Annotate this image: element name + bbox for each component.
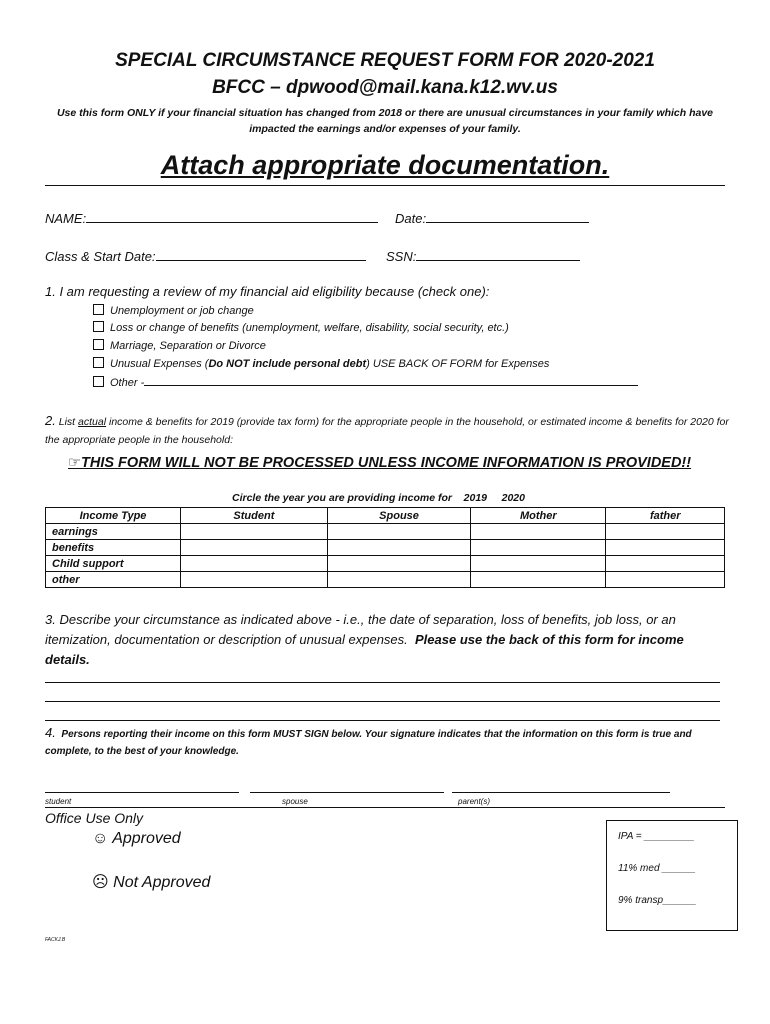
date-field[interactable] [395, 208, 589, 226]
class-start-date-label: Class & Start Date: [45, 249, 156, 264]
circle-year-label: Circle the year you are providing income for [232, 492, 452, 504]
table-header-row [46, 508, 725, 524]
row-label: benefits [46, 540, 181, 556]
section1-prompt: 1. I am requesting a review of my financial aid eligibility because (check one): [45, 284, 490, 299]
ssn-label: SSN: [386, 249, 417, 264]
office-calc-box [606, 820, 738, 931]
option-label: Marriage, Separation or Divorce [110, 340, 266, 352]
other-line[interactable] [144, 375, 638, 386]
form-title: SPECIAL CIRCUMSTANCE REQUEST FORM FOR 2020-2021 [115, 50, 655, 71]
option-unusual-expenses[interactable] [93, 357, 549, 370]
date-label: Date: [395, 211, 427, 226]
column-header: Spouse [327, 508, 470, 524]
transp-field[interactable]: 9% transp______ [618, 895, 697, 906]
section4-body: Persons reporting their income on this form MUST SIGN below. Your signature indicates that the information on this form is true and complete, to the best of your knowledge. [45, 729, 692, 757]
option-unemployment[interactable] [93, 304, 254, 317]
contact-line: BFCC – dpwood@mail.kana.k12.wv.us [212, 77, 558, 98]
not-approved-option[interactable] [92, 872, 210, 892]
table-cell[interactable] [606, 540, 725, 556]
section3-body: 3. Describe your circumstance as indicated above - i.e., the date of separation, loss of benefits, job loss, or an itemization, documentation or description of unusual expenses. [45, 612, 676, 647]
option-label: Loss or change of benefits (unemployment, welfare, disability, social security, etc.) [110, 322, 509, 334]
column-header: Income Type [46, 508, 181, 524]
section2-actual: actual [78, 416, 107, 428]
date-line[interactable] [426, 208, 589, 223]
divider [45, 807, 725, 808]
not-approved-label: Not Approved [113, 874, 211, 891]
year-2019[interactable]: 2019 [463, 492, 488, 504]
name-line[interactable] [86, 208, 378, 223]
checkbox[interactable] [93, 357, 104, 368]
table-cell[interactable] [181, 524, 328, 540]
answer-line[interactable] [45, 701, 720, 702]
table-cell[interactable] [181, 556, 328, 572]
section2-number: 2. [45, 413, 56, 428]
section2-text [45, 412, 730, 449]
checkbox[interactable] [93, 321, 104, 332]
table-cell[interactable] [181, 572, 328, 588]
name-field[interactable] [45, 208, 378, 226]
column-header: Mother [471, 508, 606, 524]
option-label: Unemployment or job change [110, 305, 254, 317]
table-cell[interactable] [471, 524, 606, 540]
table-cell[interactable] [606, 572, 725, 588]
option-label: Other - [110, 377, 145, 389]
section2-post: income & benefits for 2019 (provide tax form) for the appropriate people in the household, or estimated income & benefits for 2020 for the appropriate people in the household: [45, 416, 729, 446]
approved-option[interactable] [92, 830, 181, 848]
frown-icon: ☹ [92, 874, 109, 891]
pointing-hand-icon: ☞ [68, 455, 81, 471]
table-cell[interactable] [471, 540, 606, 556]
section3-bold: Please use the back of this form for income details. [45, 632, 684, 667]
table-cell[interactable] [606, 556, 725, 572]
ipa-field[interactable]: IPA = _________ [618, 831, 695, 842]
year-2020[interactable]: 2020 [501, 492, 525, 504]
parent-signature-line[interactable] [452, 791, 670, 793]
class-start-date-line[interactable] [156, 246, 366, 261]
table-row [46, 540, 725, 556]
section4-number: 4. [45, 725, 56, 740]
ssn-line[interactable] [416, 246, 580, 261]
option-label-bold: Do NOT include personal debt [208, 358, 367, 370]
checkbox[interactable] [93, 339, 104, 350]
column-header: Student [181, 508, 328, 524]
option-loss-benefits[interactable] [93, 321, 509, 334]
approved-label: Approved [112, 830, 181, 847]
table-cell[interactable] [181, 540, 328, 556]
smiley-icon: ☺ [92, 830, 109, 847]
table-row [46, 556, 725, 572]
answer-line[interactable] [45, 682, 720, 683]
checkbox[interactable] [93, 304, 104, 315]
table-cell[interactable] [327, 556, 470, 572]
row-label: earnings [46, 524, 181, 540]
warning-line [68, 455, 691, 471]
answer-line[interactable] [45, 720, 720, 721]
student-label: student [45, 797, 72, 806]
row-label: Child support [46, 556, 181, 572]
name-label: NAME: [45, 211, 87, 226]
section3-text [45, 610, 727, 670]
table-row [46, 572, 725, 588]
spouse-signature-line[interactable] [250, 791, 444, 793]
table-cell[interactable] [327, 524, 470, 540]
attach-notice: Attach appropriate documentation. [160, 150, 610, 180]
table-row [46, 524, 725, 540]
table-cell[interactable] [471, 572, 606, 588]
option-label: ) USE BACK OF FORM for Expenses [366, 358, 550, 370]
section4-text [45, 724, 725, 760]
table-cell[interactable] [606, 524, 725, 540]
parent-label: parent(s) [458, 797, 491, 806]
row-label: other [46, 572, 181, 588]
med-field[interactable]: 11% med ______ [618, 863, 696, 874]
class-start-date-field[interactable] [45, 246, 366, 264]
income-table [45, 507, 725, 588]
column-header: father [606, 508, 725, 524]
table-cell[interactable] [327, 540, 470, 556]
divider [45, 185, 725, 186]
footer-code: FACKJ.B [45, 937, 66, 943]
spouse-label: spouse [282, 797, 308, 806]
checkbox[interactable] [93, 376, 104, 387]
table-cell[interactable] [471, 556, 606, 572]
instructions: Use this form ONLY if your financial situation has changed from 2018 or there are unusual circumstances in your family which have impacted the earnings and/or expenses of your family. [56, 107, 714, 135]
circle-year-line [232, 492, 525, 504]
section2-pre: List [55, 416, 79, 428]
option-marriage[interactable] [93, 339, 266, 352]
option-label: Unusual Expenses ( [110, 358, 209, 370]
warning-text: THIS FORM WILL NOT BE PROCESSED UNLESS INCOME INFORMATION IS PROVIDED!! [81, 455, 692, 471]
option-other[interactable] [93, 375, 638, 389]
table-cell[interactable] [327, 572, 470, 588]
office-use-heading: Office Use Only [45, 810, 144, 826]
ssn-field[interactable] [386, 246, 580, 264]
student-signature-line[interactable] [45, 791, 239, 793]
